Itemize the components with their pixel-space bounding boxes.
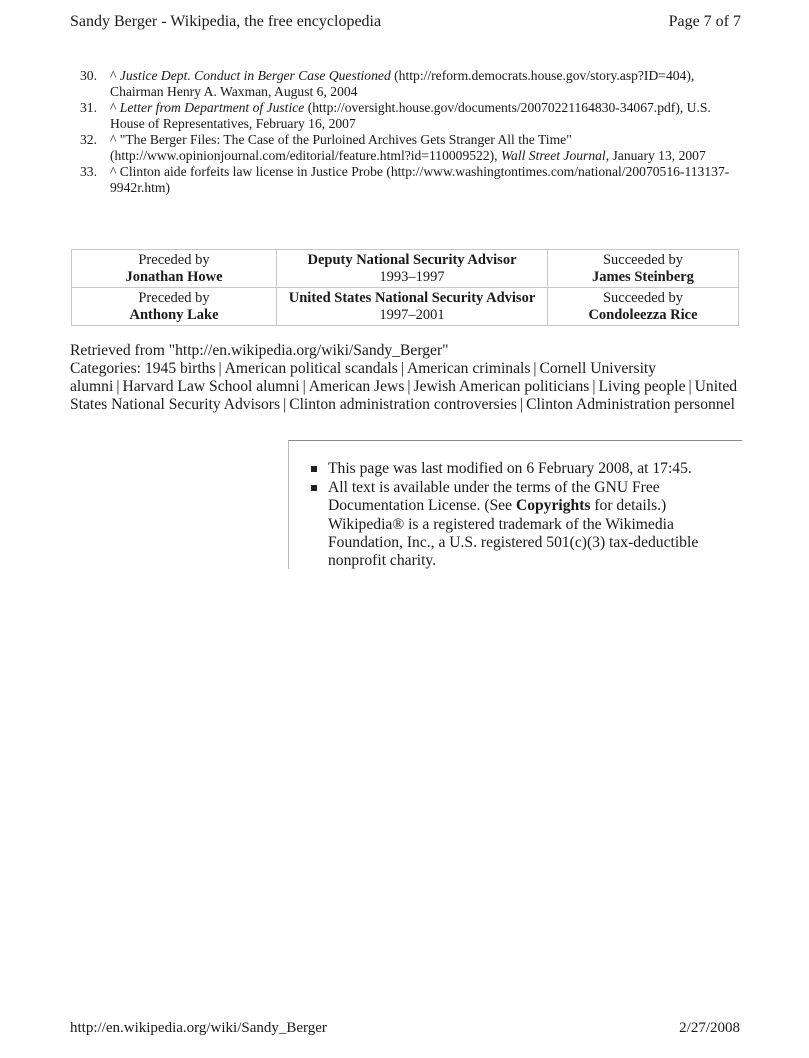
journal-name: Wall Street Journal (500, 147, 606, 163)
office-years: 1997–2001 (379, 307, 445, 323)
category-link[interactable]: Cornell University alumni (70, 360, 657, 396)
office-cell (277, 250, 548, 288)
reference-item (70, 68, 738, 99)
reference-item (70, 132, 738, 163)
reference-number: 30. (80, 68, 97, 83)
category-separator: | (407, 378, 411, 396)
succession-row (72, 288, 739, 326)
predecessor-link[interactable]: Anthony Lake (129, 307, 219, 323)
bullet-icon (311, 466, 317, 472)
category-separator: | (688, 378, 692, 396)
category-link[interactable]: United States National Security Advisors (70, 378, 738, 414)
category-link[interactable]: Jewish American politicians (413, 378, 590, 396)
page-number: Page 7 of 7 (668, 13, 741, 30)
page-url: http://en.wikipedia.org/wiki/Sandy_Berger (70, 1020, 327, 1036)
successor-link[interactable]: James Steinberg (592, 269, 694, 285)
references-list (70, 68, 738, 196)
bullet-icon (311, 485, 317, 491)
license-notice (310, 479, 740, 570)
preceded-cell (72, 288, 277, 326)
reference-text[interactable]: "The Berger Files: The Case of the Purloined Archives Gets Stranger All the Time" (http://www.opinionjournal.com/editorial/feature.html?id=110009522), (110, 132, 572, 163)
category-separator: | (302, 378, 306, 396)
category-link[interactable]: Living people (598, 378, 686, 396)
succession-box (71, 249, 739, 326)
category-separator: | (592, 378, 596, 396)
license-text: All text is available under the terms of the GNU Free Documentation License. (See (328, 479, 660, 515)
predecessor-link[interactable]: Jonathan Howe (125, 269, 223, 285)
category-separator: | (283, 396, 287, 414)
reference-item (70, 100, 738, 131)
preceded-label: Preceded by (138, 290, 210, 306)
succeeded-label: Succeeded by (602, 290, 684, 306)
reference-number: 33. (80, 164, 97, 179)
backlink-caret[interactable]: ^ (110, 68, 117, 83)
reference-text: (http://reform.democrats.house.gov/story.asp?ID=404), Chairman Henry A. Waxman, August 6, 2004 (110, 68, 695, 99)
category-separator: | (533, 360, 537, 377)
succession-row (72, 250, 739, 288)
category-link[interactable]: 1945 births (144, 360, 216, 377)
reference-title-link[interactable]: Justice Dept. Conduct in Berger Case Questioned (119, 68, 391, 83)
succeeded-cell (548, 288, 739, 326)
reference-number: 31. (80, 100, 97, 115)
category-link[interactable]: Clinton Administration personnel (526, 396, 735, 414)
reference-text[interactable]: Clinton aide forfeits law license in Justice Probe (http://www.washingtontimes.com/national/20070516-113137-9942r.htm) (110, 164, 730, 195)
reference-title-link[interactable]: Letter from Department of Justice (119, 100, 305, 115)
reference-date: , January 13, 2007 (605, 147, 706, 163)
last-modified-text: This page was last modified on 6 February 2008, at 17:45. (328, 460, 692, 477)
categories-label[interactable]: Categories: (70, 360, 142, 377)
last-modified (310, 460, 740, 478)
office-years: 1993–1997 (379, 269, 445, 285)
category-link[interactable]: American Jews (308, 378, 405, 396)
footer-info-list (310, 460, 740, 571)
preceded-label: Preceded by (138, 252, 210, 268)
category-link[interactable]: American political scandals (224, 360, 398, 377)
category-link[interactable]: Harvard Law School alumni (122, 378, 300, 396)
office-cell (277, 288, 548, 326)
retrieved-from: Retrieved from "http://en.wikipedia.org/wiki/Sandy_Berger" (70, 342, 449, 359)
backlink-caret[interactable]: ^ (110, 132, 117, 147)
print-date: 2/27/2008 (679, 1020, 740, 1036)
office-link[interactable]: Deputy National Security Advisor (307, 252, 517, 268)
office-link[interactable]: United States National Security Advisor (288, 290, 536, 306)
category-separator: | (116, 378, 120, 396)
document-title: Sandy Berger - Wikipedia, the free encyclopedia (70, 13, 382, 30)
reference-text: (http://oversight.house.gov/documents/20070221164830-34067.pdf), U.S. House of Representatives, February 16, 2007 (110, 100, 711, 131)
succeeded-label: Succeeded by (602, 252, 684, 268)
reference-item (70, 164, 738, 195)
category-link[interactable]: American criminals (407, 360, 531, 377)
successor-link[interactable]: Condoleezza Rice (588, 307, 698, 323)
category-separator: | (400, 360, 404, 377)
category-separator: | (520, 396, 524, 414)
preceded-cell (72, 250, 277, 288)
reference-number: 32. (80, 132, 97, 147)
backlink-caret[interactable]: ^ (110, 164, 117, 179)
license-text-rest: for details.) Wikipedia® is a registered trademark of the Wikimedia Foundation, Inc., a U.S. registered 501(c)(3) tax-deductible nonprofit charity. (328, 497, 699, 570)
categories (70, 360, 742, 415)
category-link[interactable]: Clinton administration controversies (289, 396, 517, 414)
succeeded-cell (548, 250, 739, 288)
category-separator: | (218, 360, 222, 377)
copyrights-link[interactable]: Copyrights (515, 497, 591, 515)
backlink-caret[interactable]: ^ (110, 100, 117, 115)
